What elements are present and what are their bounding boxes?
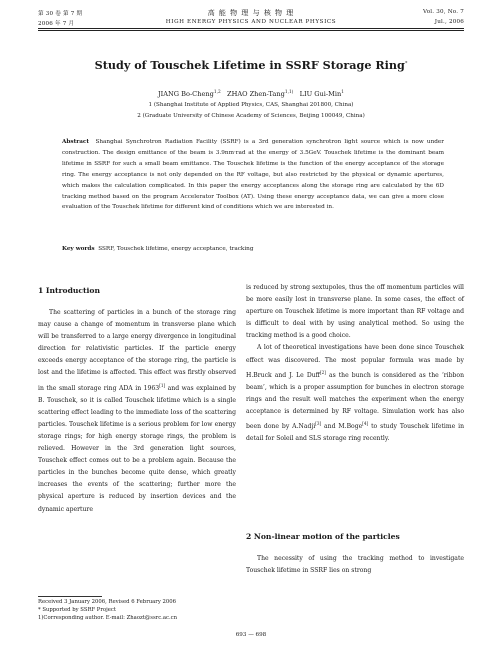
intro-text-a: The scattering of particles in a bunch of the storage ring may cause a change of momentum in transverse plane which will be transferred to a large energy divergence in longitudinal direction for relativistic particles. If the particle energy exceeds energy acceptance of the storage ring, the particle is lost and the lifetime is affected. This effect was firstly observed in the small storage ring ADA in 1963 [38, 309, 236, 392]
keywords-text: SSRF, Touschek lifetime, energy acceptance, tracking [98, 246, 254, 252]
citation-2: [2] [319, 369, 326, 375]
keywords-label: Key words [62, 246, 95, 252]
journal-name-cn: 高 能 物 理 与 核 物 理 [207, 9, 295, 17]
header-rule-bottom [38, 30, 464, 31]
citation-1: [1] [159, 382, 166, 388]
footnote-received: Received 3 January 2006, Revised 6 February 2006 [38, 599, 176, 605]
intro-paragraph [38, 307, 236, 516]
footnote-corresponding: 1)Corresponding author. E-mail: Zhaozt@ssrc.ac.cn [38, 615, 178, 621]
journal-date-en: Jul., 2006 [434, 19, 464, 25]
author-1-sup: 1,2 [213, 90, 221, 95]
journal-name-en: HIGH ENERGY PHYSICS AND NUCLEAR PHYSICS [165, 19, 337, 25]
history-text-d: to study Touschek lifetime in detail for Soleil and SLS storage ring recently. [246, 423, 464, 443]
journal-date-cn: 2006 年 7 月 [38, 21, 75, 27]
paper-title [0, 58, 502, 72]
citation-4: [4] [362, 421, 369, 427]
affiliation-1: 1 (Shanghai Institute of Applied Physics, CAS, Shanghai 201800, China) [148, 102, 354, 108]
footnote-supported: * Supported by SSRF Project [38, 607, 116, 613]
author-2-sup: 1,1) [284, 90, 294, 95]
page-range: 693 — 698 [235, 632, 267, 638]
header-rule-top [38, 28, 464, 29]
intro-continued: is reduced by strong sextupoles, thus the off momentum particles will be more easily lost in transverse plane. In some cases, the effect of aperture on Touschek lifetime is more important than RF voltage and is difficult to deal with by using analytical method. So using the tracking method is a good choice. [246, 284, 464, 340]
history-text-a: A lot of theoretical investigations have been done since Touschek effect was discovered. The most popular formula was made by H.Bruck and J. Le Duff [246, 344, 464, 379]
history-text-c: and M.Boge [321, 423, 363, 431]
section-1-heading: 1 Introduction [38, 286, 101, 295]
history-text-b: as the bunch is considered as the ‘ribbon beam’, which is a proper assumption for bunches in electron storage rings and the result well matches the experiment when the energy acceptance is determined by RF voltage. Simulation work has also been done by A.Nadji [246, 371, 465, 431]
citation-3: [3] [315, 421, 322, 427]
author-list [0, 90, 502, 98]
title-footnote-mark: * [404, 60, 408, 67]
history-paragraph [246, 342, 464, 445]
journal-volume-en: Vol. 30, No. 7 [423, 9, 464, 15]
paper-title-text: Study of Touschek Lifetime in SSRF Storage Ring [94, 58, 405, 72]
abstract [62, 137, 444, 213]
author-2: ZHAO Zhen-Tang [226, 90, 285, 99]
keywords [62, 246, 253, 252]
right-column [246, 282, 464, 445]
affiliation-2: 2 (Graduate University of Chinese Academy of Sciences, Beijing 100049, China) [137, 113, 365, 119]
section-2-body [246, 553, 464, 577]
abstract-text: Shanghai Synchrotron Radiation Facility (SSRF) is a 3rd generation synchrotron light source which is now under construction. The design emittance of the beam is 3.9nm·rad at the energy of 3.5GeV. Touschek lifetime is the dominant beam lifetime in SSRF for such a small beam emittance. The Touschek lifetime is the function of the energy acceptance of the storage ring. The energy acceptance is not only depended on the RF voltage, but also restricted by the physical or dynamic apertures, which makes the calculation complicated. In this paper the energy acceptances along the storage ring are calculated by the 6D tracking method based on the program Accelerator Toolbox (AT). Using these energy acceptance data, we can give a more close evaluation of the Touschek lifetime for different kind of conditions which we are interested in. [62, 139, 444, 211]
footnote-rule [38, 596, 102, 597]
author-3-sup: 1 [341, 90, 344, 95]
left-column [38, 307, 236, 516]
section-2-paragraph: The necessity of using the tracking method to investigate Touschek lifetime in SSRF lies on strong [246, 555, 464, 575]
abstract-label: Abstract [62, 139, 89, 145]
intro-text-b: and was explained by B. Touschek, so it is called Touschek lifetime which is a single scattering effect leading to the immediate loss of the scattering particles. Touschek lifetime is a serious problem for low energy storage rings; for high energy storage rings, the problem is relieved. However in the 3rd generation light sources, Touschek effect comes out to be a problem again. Because the particles in the bunches become quite dense, which greatly increases the events of the scattering; further more the physical aperture is reduced by insertion devices and the dynamic aperture [38, 384, 237, 513]
journal-volume-cn: 第 30 卷 第 7 期 [38, 11, 83, 17]
author-3: LIU Gui-Min [299, 90, 342, 99]
author-1: JIANG Bo-Cheng [157, 90, 214, 99]
section-2-heading: 2 Non-linear motion of the particles [246, 532, 400, 541]
